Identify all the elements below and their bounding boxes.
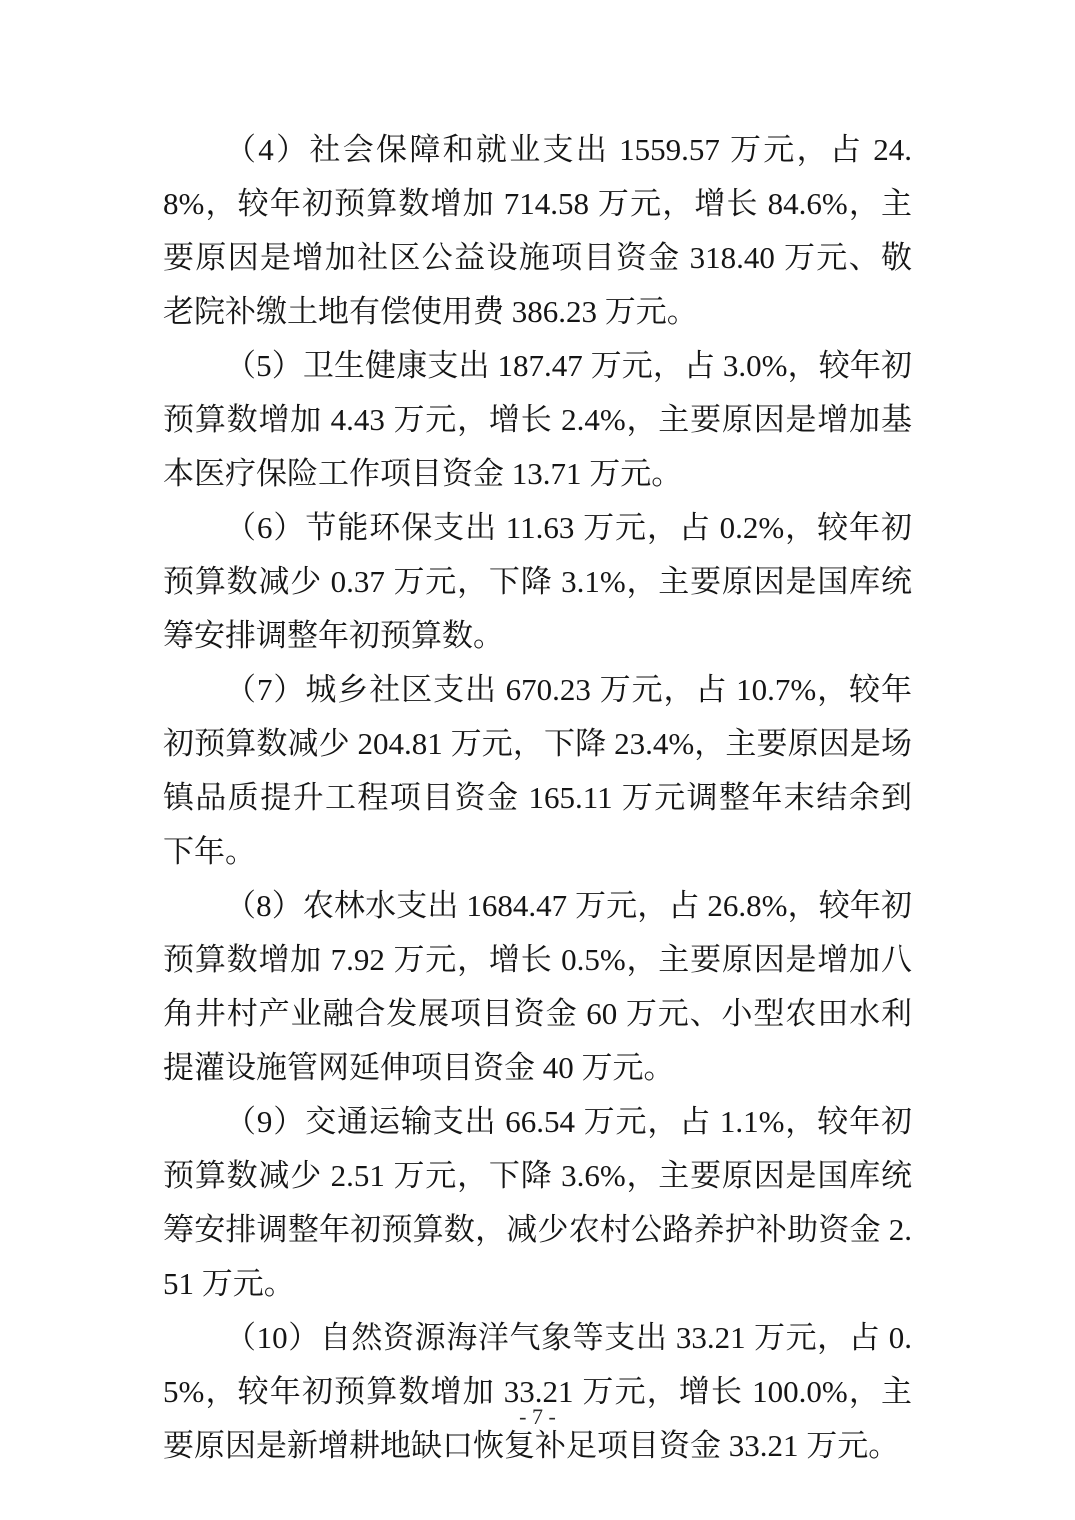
paragraph-agriculture-forestry-water: （8）农林水支出 1684.47 万元，占 26.8%，较年初预算数增加 7.92 万元，增长 0.5%，主要原因是增加八角井村产业融合发展项目资金 60 万元、小型农田水利提灌设施管网延伸项目资金 40 万元。 — [163, 888, 912, 1085]
paragraph-energy-conservation: （6）节能环保支出 11.63 万元，占 0.2%，较年初预算数减少 0.37 万元，下降 3.1%，主要原因是国库统筹安排调整年初预算数。 — [163, 510, 912, 653]
page-number: - 7 - — [519, 1404, 556, 1429]
paragraph-natural-resources: （10）自然资源海洋气象等支出 33.21 万元，占 0.5%，较年初预算数增加 33.21 万元，增长 100.0%，主要原因是新增耕地缺口恢复补足项目资金 33.21 万元。 — [163, 1320, 912, 1463]
paragraph-health: （5）卫生健康支出 187.47 万元，占 3.0%，较年初预算数增加 4.43 万元，增长 2.4%，主要原因是增加基本医疗保险工作项目资金 13.71 万元。 — [163, 348, 912, 491]
document-body — [163, 123, 912, 1473]
paragraph-transportation: （9）交通运输支出 66.54 万元，占 1.1%，较年初预算数减少 2.51 万元，下降 3.6%，主要原因是国库统筹安排调整年初预算数，减少农村公路养护补助资金 2.51 万元。 — [163, 1104, 912, 1301]
paragraph-social-security-employment: （4）社会保障和就业支出 1559.57 万元，占 24.8%，较年初预算数增加 714.58 万元，增长 84.6%，主要原因是增加社区公益设施项目资金 318.40 万元、敬老院补缴土地有偿使用费 386.23 万元。 — [163, 132, 912, 329]
paragraph-urban-rural-community: （7）城乡社区支出 670.23 万元，占 10.7%，较年初预算数减少 204.81 万元，下降 23.4%，主要原因是场镇品质提升工程项目资金 165.11 万元调整年末结余到下年。 — [163, 672, 912, 869]
page-footer — [0, 1402, 1075, 1432]
